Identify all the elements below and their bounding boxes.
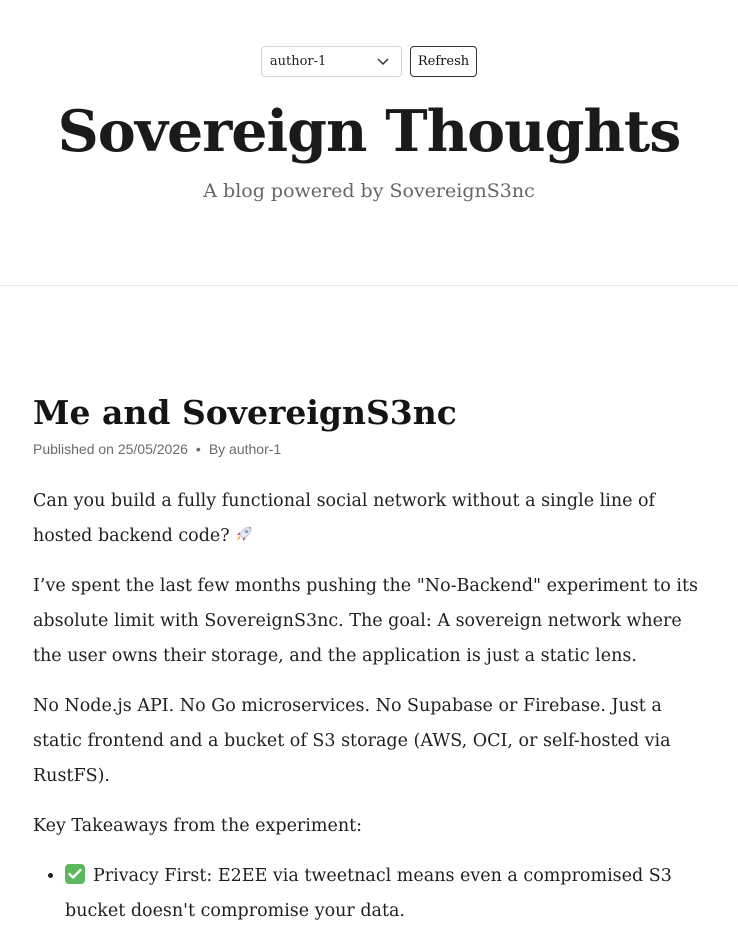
post-author: By author-1 <box>208 441 282 457</box>
rocket-icon <box>234 524 254 544</box>
post-paragraph: Key Takeaways from the experiment: <box>33 816 363 836</box>
post-paragraph: I’ve spent the last few months pushing the "No-Backend" experiment to its absolute limit with SovereignS3nc. The goal: A sovereign network where the user owns their storage, and the application is just a static lens. <box>33 576 698 666</box>
takeaways-list <box>33 859 705 929</box>
site-subtitle: A blog powered by SovereignS3nc <box>203 180 535 202</box>
post-published-date: Published on 25/05/2026 <box>33 441 188 457</box>
chevron-down-icon <box>377 58 389 66</box>
list-item-text: Privacy First: E2EE via tweetnacl means even a compromised S3 bucket doesn't compromise your data. <box>65 866 672 921</box>
post-paragraph: No Node.js API. No Go microservices. No Supabase or Firebase. Just a static frontend and a bucket of S3 storage (AWS, OCI, or self-hosted via RustFS). <box>33 696 671 786</box>
post-title: Me and SovereignS3nc <box>33 393 457 432</box>
post-body <box>33 484 705 929</box>
meta-separator: • <box>195 441 201 457</box>
site-header <box>0 0 738 286</box>
author-select[interactable] <box>261 46 402 77</box>
post-meta <box>33 441 705 457</box>
header-controls <box>0 46 738 77</box>
post <box>0 388 738 929</box>
refresh-button[interactable]: Refresh <box>410 46 477 77</box>
post-paragraph <box>33 484 705 554</box>
site-title: Sovereign Thoughts <box>57 98 681 165</box>
list-item <box>65 859 705 929</box>
author-select-value: author-1 <box>269 54 327 69</box>
check-icon <box>65 864 85 884</box>
paragraph-text: Can you build a fully functional social network without a single line of hosted backend code? <box>33 491 656 546</box>
